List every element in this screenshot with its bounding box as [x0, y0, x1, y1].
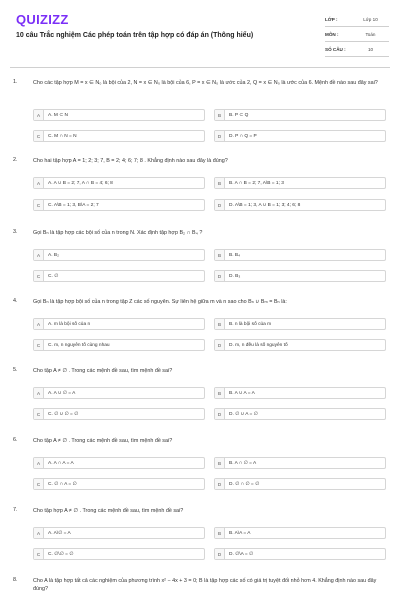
option-text: A. M ⊂ N	[48, 112, 69, 118]
option-text: D. ∅\A = ∅	[229, 551, 254, 557]
question-number: 6.	[13, 437, 18, 443]
option-c[interactable]	[33, 548, 205, 560]
question-text: Cho A là tập hợp tất cả các nghiệm của phương trình x² − 4x + 3 = 0; B là tập hợp các số có giá trị tuyệt đối nhỏ hơn 4. Khẳng định nào sau đây đúng?	[33, 578, 377, 592]
option-text: A. A ∪ B = 2; 7, A ∩ B = 4; 6; 8	[48, 180, 113, 186]
option-letter: A	[34, 528, 44, 538]
meta-row-class	[325, 12, 389, 27]
option-letter: D	[215, 409, 225, 419]
question-number: 5.	[13, 367, 18, 373]
option-letter: B	[215, 528, 225, 538]
option-b[interactable]	[214, 109, 386, 121]
option-text: D. B₃	[229, 273, 241, 279]
option-text: C. ∅ ∩ A = ∅	[48, 481, 77, 487]
option-letter: A	[34, 110, 44, 120]
option-c[interactable]	[33, 408, 205, 420]
option-a[interactable]	[33, 177, 205, 189]
question-text: Cho tập hợp A ≠ ∅ . Trong các mệnh đề sau, tìm mệnh đề sai?	[33, 508, 184, 514]
option-letter: C	[34, 200, 44, 210]
meta-table	[325, 12, 389, 57]
option-text: B. n là bội số của m	[229, 321, 272, 327]
option-text: D. m, n đều là số nguyên tố	[229, 342, 288, 348]
option-letter: C	[34, 340, 44, 350]
option-text: B. A ∩ B = 2; 7, A\B = 1; 3	[229, 180, 284, 186]
option-b[interactable]	[214, 249, 386, 261]
option-b[interactable]	[214, 457, 386, 469]
question-number: 4.	[13, 298, 18, 304]
question-text: Cho hai tập hợp A = 1; 2; 3; 7, B = 2; 4; 6; 7; 8 . Khẳng định nào sau đây là đúng?	[33, 158, 228, 164]
option-b[interactable]	[214, 318, 386, 330]
option-d[interactable]	[214, 339, 386, 351]
option-letter: C	[34, 479, 44, 489]
option-text: B. A ∩ ∅ = A	[229, 460, 257, 466]
option-letter: B	[215, 250, 225, 260]
question-number: 3.	[13, 229, 18, 235]
option-letter: C	[34, 549, 44, 559]
option-text: B. P ⊂ Q	[229, 112, 249, 118]
option-text: C. A\B = 1; 3, B\A = 2; 7	[48, 202, 99, 208]
option-letter: C	[34, 131, 44, 141]
option-text: B. A ∪ A = A	[229, 390, 255, 396]
option-d[interactable]	[214, 478, 386, 490]
option-letter: D	[215, 131, 225, 141]
option-text: D. ∅ ∩ ∅ = ∅	[229, 481, 260, 487]
option-text: C. ∅ ∪ ∅ = ∅	[48, 411, 79, 417]
option-letter: D	[215, 271, 225, 281]
option-b[interactable]	[214, 387, 386, 399]
option-text: A. m là bội số của n	[48, 321, 91, 327]
option-c[interactable]	[33, 130, 205, 142]
option-letter: B	[215, 388, 225, 398]
question-number: 2.	[13, 157, 18, 163]
option-c[interactable]	[33, 339, 205, 351]
option-text: A. A ∩ A = A	[48, 460, 74, 466]
question-text: Gọi Bₙ là tập hợp các bội số của n trong N. Xác định tập hợp B₂ ∩ B₄ ?	[33, 230, 203, 236]
option-c[interactable]	[33, 478, 205, 490]
option-letter: C	[34, 409, 44, 419]
option-letter: A	[34, 319, 44, 329]
option-text: D. ∅ ∪ A = ∅	[229, 411, 258, 417]
option-d[interactable]	[214, 548, 386, 560]
option-letter: D	[215, 200, 225, 210]
option-text: A. B₂	[48, 252, 59, 258]
question-text: Cho tập A ≠ ∅ . Trong các mệnh đề sau, tìm mệnh đề sai?	[33, 438, 173, 444]
meta-key: SỐ CÂU :	[325, 46, 346, 52]
option-letter: A	[34, 458, 44, 468]
document-title: 10 câu Trắc nghiệm Các phép toán trên tập hợp có đáp án (Thông hiểu)	[16, 32, 254, 39]
option-a[interactable]	[33, 318, 205, 330]
option-c[interactable]	[33, 199, 205, 211]
option-a[interactable]	[33, 249, 205, 261]
option-a[interactable]	[33, 457, 205, 469]
question-text: Cho các tập hợp M = x ∈ N₀ là bội của 2, N = x ∈ N₀ là bội của 6, P = x ∈ N₀ là ước của 2, Q = x ∈ N₀ là ước của 6. Mệnh đề nào sau đây sai?	[33, 80, 378, 86]
option-letter: D	[215, 549, 225, 559]
option-letter: B	[215, 178, 225, 188]
meta-value: Toán	[365, 31, 376, 37]
option-a[interactable]	[33, 387, 205, 399]
question-text: Cho tập A ≠ ∅ . Trong các mệnh đề sau, tìm mệnh đề sai?	[33, 368, 173, 374]
option-d[interactable]	[214, 270, 386, 282]
document-header	[0, 0, 400, 66]
meta-key: MÔN :	[325, 31, 339, 37]
question-text: Gọi Bₙ là tập hợp bội số của n trong tập Z các số nguyên. Sự liên hệ giữa m và n sao cho Bₙ ∪ Bₘ = Bₙ là:	[33, 299, 287, 305]
option-b[interactable]	[214, 177, 386, 189]
question-number: 7.	[13, 507, 18, 513]
option-d[interactable]	[214, 408, 386, 420]
option-a[interactable]	[33, 527, 205, 539]
meta-row-subject	[325, 27, 389, 42]
option-letter: A	[34, 388, 44, 398]
option-letter: A	[34, 178, 44, 188]
option-text: A. A ∪ ∅ = A	[48, 390, 76, 396]
meta-row-count	[325, 42, 389, 57]
option-letter: D	[215, 340, 225, 350]
option-text: C. M ∩ N = N	[48, 133, 77, 139]
option-text: C. ∅\∅ = ∅	[48, 551, 74, 557]
header-divider	[10, 67, 390, 68]
option-letter: A	[34, 250, 44, 260]
option-letter: B	[215, 110, 225, 120]
option-text: C. ∅	[48, 273, 59, 279]
option-a[interactable]	[33, 109, 205, 121]
meta-key: LỚP :	[325, 16, 338, 22]
option-letter: D	[215, 479, 225, 489]
option-text: C. m, n nguyên tố cùng nhau	[48, 342, 110, 348]
option-b[interactable]	[214, 527, 386, 539]
option-letter: B	[215, 458, 225, 468]
option-d[interactable]	[214, 199, 386, 211]
option-text: B. B₄	[229, 252, 241, 258]
option-text: A. A\∅ = A	[48, 530, 71, 536]
option-letter: B	[215, 319, 225, 329]
meta-value: 10	[367, 46, 374, 52]
option-text: D. A\B = 1; 3, A ∪ B = 1; 3; 4; 6; 8	[229, 202, 301, 208]
option-letter: C	[34, 271, 44, 281]
option-text: B. A\A = A	[229, 530, 251, 536]
quizizz-logo: QUIZIZZ	[16, 12, 69, 27]
question-number: 1.	[13, 79, 18, 85]
option-d[interactable]	[214, 130, 386, 142]
option-c[interactable]	[33, 270, 205, 282]
meta-value: Lớp 10	[363, 16, 378, 22]
question-number: 8.	[13, 577, 18, 583]
option-text: D. P ∩ Q = P	[229, 133, 257, 139]
